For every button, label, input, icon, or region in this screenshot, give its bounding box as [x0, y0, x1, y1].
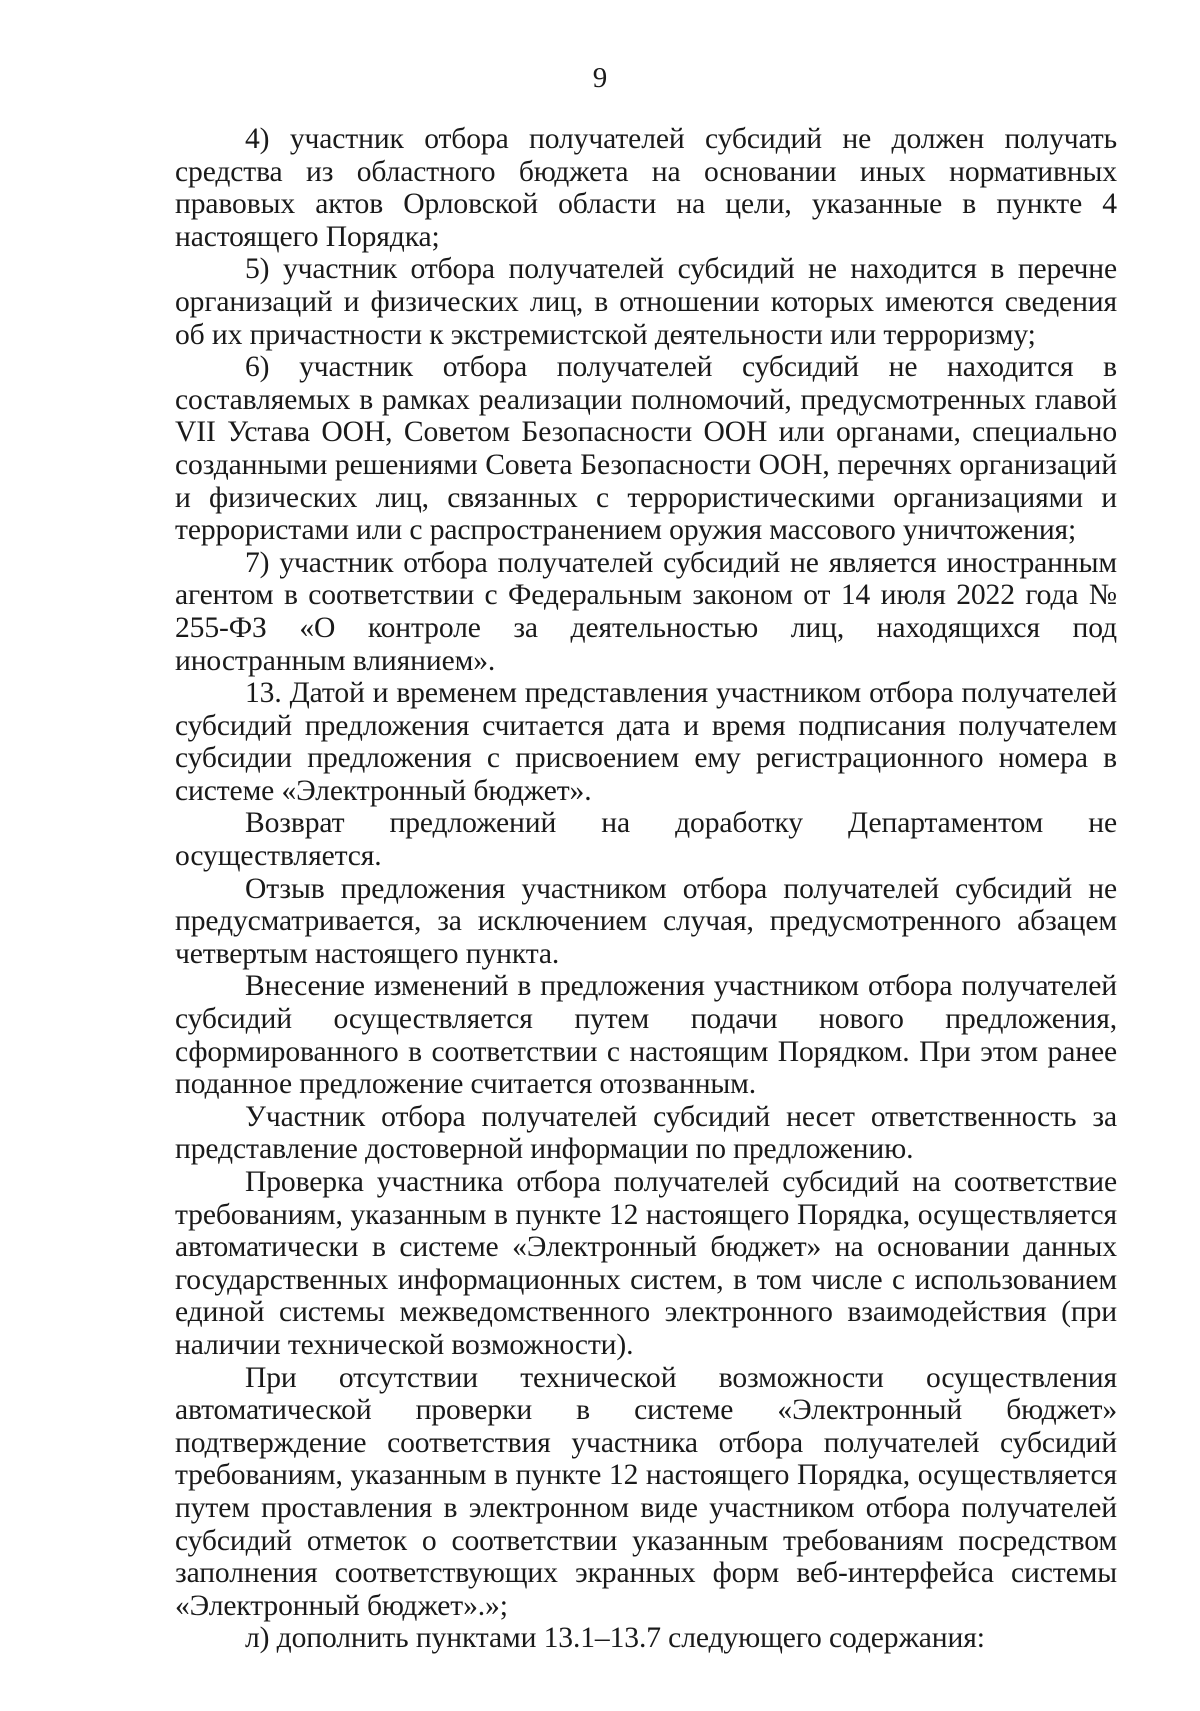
paragraph-return-proposals: Возврат предложений на доработку Департаментом не осуществляется.	[175, 807, 1117, 873]
paragraph-automatic-check: Проверка участника отбора получателей субсидий на соответствие требованиям, указанным в пункте 12 настоящего Порядка, осуществляется автоматически в системе «Электронный бюджет» на основании данных государственных информационных систем, в том числе с использованием единой системы межведомственного электронного взаимодействия (при наличии технической возможности).	[175, 1166, 1117, 1361]
paragraph-manual-check: При отсутствии технической возможности осуществления автоматической проверки в системе «Электронный бюджет» подтверждение соответствия участника отбора получателей субсидий требованиям, указанным в пункте 12 настоящего Порядка, осуществляется путем проставления в электронном виде участником отбора получателей субсидий отметок о соответствии указанным требованиям посредством заполнения соответствующих экранных форм веб-интерфейса системы «Электронный бюджет».»;	[175, 1361, 1117, 1622]
paragraph-responsibility: Участник отбора получателей субсидий несет ответственность за представление достоверной информации по предложению.	[175, 1100, 1117, 1166]
paragraph-item-7: 7) участник отбора получателей субсидий не является иностранным агентом в соответствии с Федеральным законом от 14 июля 2022 года № 255-ФЗ «О контроле за деятельностью лиц, находящихся под иностранным влиянием».	[175, 546, 1117, 677]
paragraph-clause-13: 13. Датой и временем представления участником отбора получателей субсидий предложения считается дата и время подписания получателем субсидии предложения с присвоением ему регистрационного номера в системе «Электронный бюджет».	[175, 677, 1117, 807]
paragraph-withdrawal: Отзыв предложения участником отбора получателей субсидий не предусматривается, за исключением случая, предусмотренного абзацем четвертым настоящего пункта.	[175, 872, 1117, 970]
paragraph-item-5: 5) участник отбора получателей субсидий не находится в перечне организаций и физических лиц, в отношении которых имеются сведения об их причастности к экстремистской деятельности или терроризму;	[175, 253, 1117, 351]
paragraph-amendments: Внесение изменений в предложения участником отбора получателей субсидий осуществляется путем подачи нового предложения, сформированного в соответствии с настоящим Порядком. При этом ранее поданное предложение считается отозванным.	[175, 970, 1117, 1101]
document-body	[175, 123, 1117, 1655]
paragraph-item-4: 4) участник отбора получателей субсидий не должен получать средства из областного бюджета на основании иных нормативных правовых актов Орловской области на цели, указанные в пункте 4 настоящего Порядка;	[175, 123, 1117, 253]
page-number: 9	[592, 62, 608, 94]
paragraph-subitem-l: л) дополнить пунктами 13.1–13.7 следующего содержания:	[245, 1622, 985, 1655]
paragraph-item-6: 6) участник отбора получателей субсидий не находится в составляемых в рамках реализации полномочий, предусмотренных главой VII Устава ООН, Советом Безопасности ООН или органами, специально созданными решениями Совета Безопасности ООН, перечнях организаций и физических лиц, связанных с террористическими организациями и террористами или с распространением оружия массового уничтожения;	[175, 351, 1117, 547]
